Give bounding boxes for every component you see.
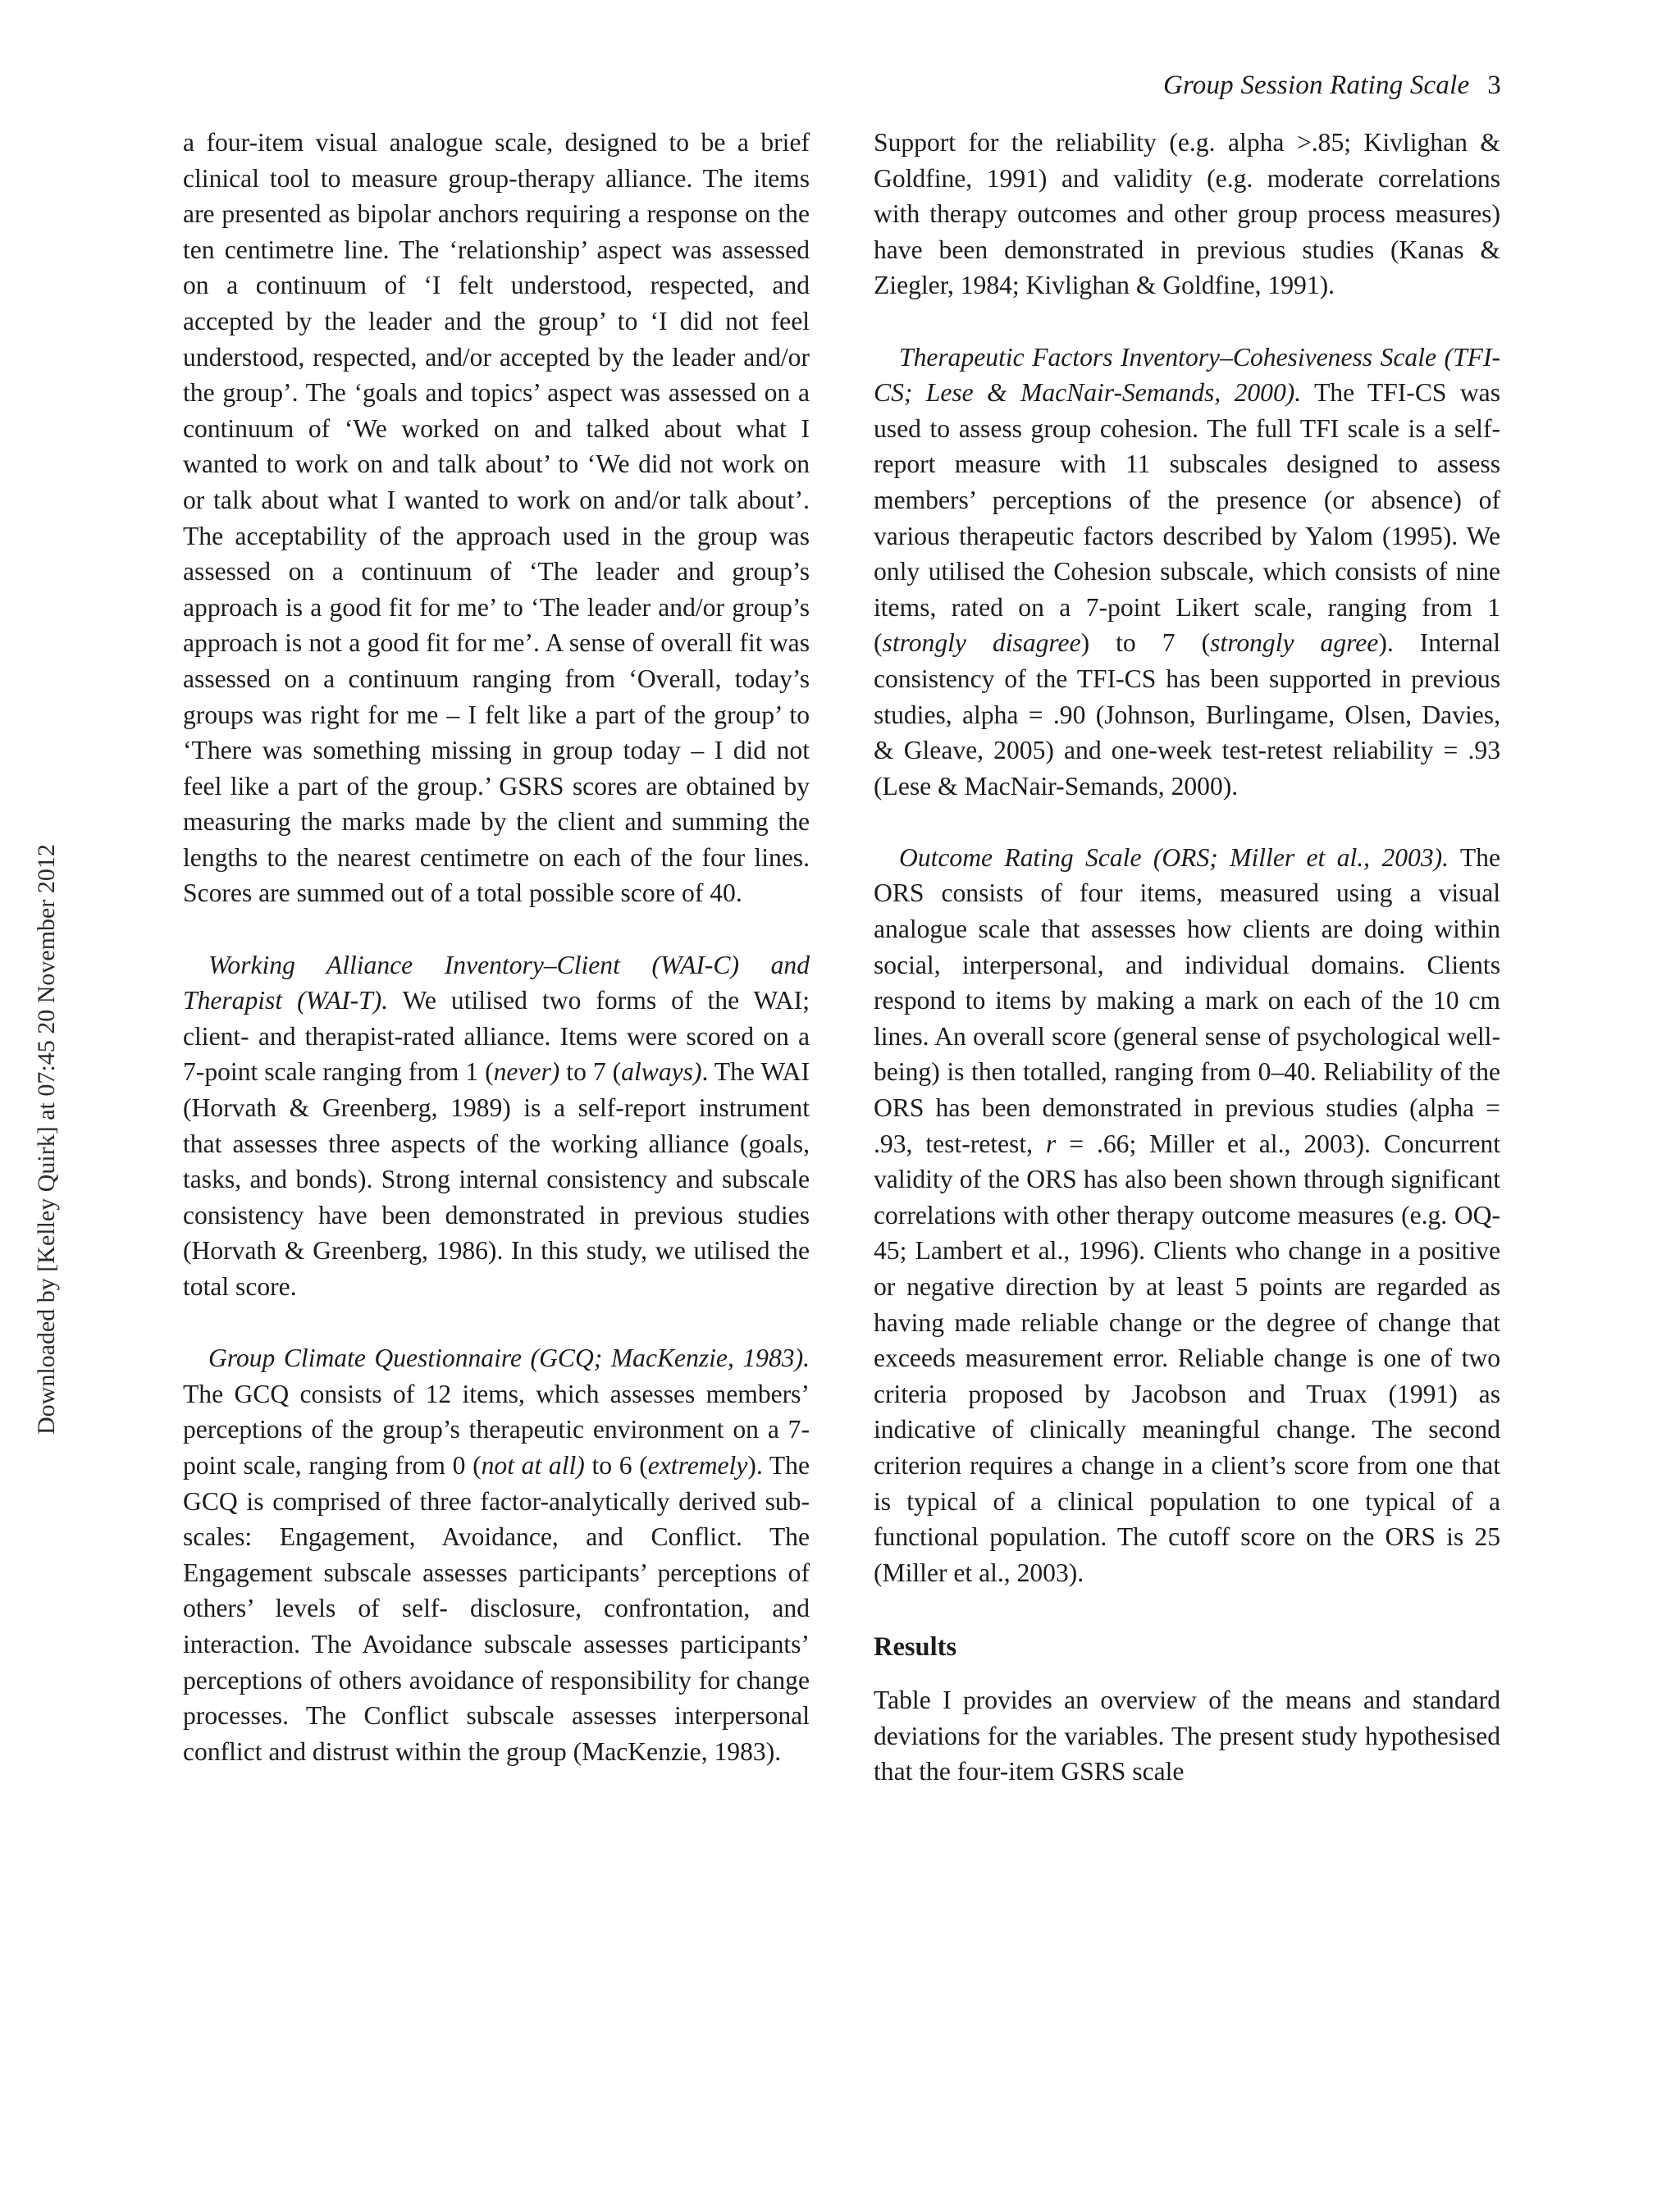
- tfi-text-a: The TFI-CS was used to assess group cohesion. The full TFI scale is a self-report measure with 11 subscales designed to assess members’ perceptions of the presence (or absence) of various therapeutic factors described by Yalom (1995). We only utilised the Cohesion subscale, which consists of nine items, rated on a 7-point Likert scale, ranging from 1 (: [874, 378, 1500, 658]
- gcq-heading: Group Climate Questionnaire (GCQ; MacKenzie, 1983).: [208, 1344, 810, 1373]
- tfi-heading: Therapeutic Factors Inventory–Cohesiveness Scale (TFI-CS; Lese & MacNair-Semands, 2000).: [874, 342, 1500, 408]
- download-stamp-text: Downloaded by [Kelley Quirk] at 07:45 20 November 2012: [33, 844, 60, 1435]
- left-column: [183, 125, 810, 1769]
- wai-never: never): [493, 1057, 560, 1087]
- ors-paragraph: [874, 840, 1500, 1590]
- wai-paragraph: [183, 947, 810, 1305]
- running-title: Group Session Rating Scale: [1162, 71, 1470, 100]
- ors-text-b: = .66; Miller et al., 2003). Concurrent validity of the ORS has also been shown through significant correlations with other therapy outcome measures (e.g. OQ-45; Lambert et al., 1996). Clients who change in a positive or negative direction by at least 5 points are regarded as having made reliable change or the degree of change that exceeds measurement error. Reliable change is one of two criteria proposed by Jacobson and Truax (1991) as indicative of clinically meaningful change. The second criterion requires a change in a client’s score from one that is typical of a clinical population to one typical of a functional population. The cutoff score on the ORS is 25 (Miller et al., 2003).: [874, 1129, 1500, 1587]
- wai-heading: Working Alliance Inventory–Client (WAI-C) and Therapist (WAI-T).: [183, 950, 810, 1015]
- gcq-text-a: The GCQ consists of 12 items, which assesses members’ perceptions of the group’s therapeutic environment on a 7-point scale, ranging from 0 (: [183, 1379, 810, 1480]
- ors-heading: Outcome Rating Scale (ORS; Miller et al., 2003).: [899, 842, 1449, 872]
- ors-r: r: [1045, 1129, 1057, 1158]
- gcq-text-c: ). The GCQ is comprised of three factor-analytically derived subscales: Engagement, Avoidance, and Conflict. The Engagement subscale assesses participants’ perceptions of others’ levels of self- disclosure, confrontation, and interaction. The Avoidance subscale assesses participants’ perceptions of others avoidance of responsibility for change processes. The Conflict subscale assesses interpersonal conflict and distrust within the group (MacKenzie, 1983).: [183, 1450, 810, 1766]
- gcq-support-paragraph: Support for the reliability (e.g. alpha >.85; Kivlighan & Goldfine, 1991) and validity (e.g. moderate correlations with therapy outcomes and other group process measures) have been demonstrated in previous studies (Kanas & Ziegler, 1984; Kivlighan & Goldfine, 1991).: [874, 128, 1500, 300]
- gcq-text-b: to 6 (: [584, 1450, 648, 1480]
- ors-text-a: The ORS consists of four items, measured using a visual analogue scale that assesses how clients are doing within social, interpersonal, and individual domains. Clients respond to items by making a mark on each of the 10 cm lines. An overall score (general sense of psychological well-being) is then totalled, ranging from 0–40. Reliability of the ORS has been demonstrated in previous studies (alpha = .93, test-retest,: [874, 842, 1501, 1158]
- tfi-paragraph: [874, 340, 1500, 805]
- running-head: [1163, 71, 1501, 101]
- tfi-strongly-disagree: strongly disagree: [882, 628, 1081, 658]
- gcq-paragraph: [183, 1340, 810, 1769]
- wai-text-c: . The WAI (Horvath & Greenberg, 1989) is a self-report instrument that assesses three aspects of the working alliance (goals, tasks, and bonds). Strong internal consistency and subscale consistency have been demonstrated in previous studies (Horvath & Greenberg, 1986). In this study, we utilised the total score.: [183, 1057, 810, 1301]
- wai-text-b: to 7 (: [559, 1057, 622, 1087]
- right-column: [874, 125, 1500, 1790]
- results-heading: Results: [874, 1631, 957, 1662]
- tfi-strongly-agree: strongly agree: [1210, 628, 1379, 658]
- wai-always: always): [621, 1057, 702, 1087]
- page-number: 3: [1487, 71, 1501, 100]
- tfi-text-b: ) to 7 (: [1080, 628, 1211, 658]
- gcq-extremely: extremely: [647, 1450, 748, 1480]
- gsrs-description-paragraph: a four-item visual analogue scale, designed to be a brief clinical tool to measure group-therapy alliance. The items are presented as bipolar anchors requiring a response on the ten centimetre line. The ‘relationship’ aspect was assessed on a continuum of ‘I felt understood, respected, and accepted by the leader and the group’ to ‘I did not feel understood, respected, and/or accepted by the leader and/or the group’. The ‘goals and topics’ aspect was assessed on a continuum of ‘We worked on and talked about what I wanted to work on and talk about’ to ‘We did not work on or talk about what I wanted to work on and/or talk about’. The acceptability of the approach used in the group was assessed on a continuum of ‘The leader and group’s approach is a good fit for me’ to ‘The leader and/or group’s approach is not a good fit for me’. A sense of overall fit was assessed on a continuum ranging from ‘Overall, today’s groups was right for me – I felt like a part of the group’ to ‘There was something missing in group today – I did not feel like a part of the group.’ GSRS scores are obtained by measuring the marks made by the client and summing the lengths to the nearest centimetre on each of the four lines. Scores are summed out of a total possible score of 40.: [183, 128, 810, 908]
- results-paragraph: Table I provides an overview of the means and standard deviations for the variables. The present study hypothesised that the four-item GSRS scale: [874, 1685, 1500, 1786]
- wai-text-a: We utilised two forms of the WAI; client- and therapist-rated alliance. Items were scored on a 7-point scale ranging from 1 (: [183, 986, 810, 1087]
- tfi-text-c: ). Internal consistency of the TFI-CS has been supported in previous studies, alpha = .90 (Johnson, Burlingame, Olsen, Davies, & Gleave, 2005) and one-week test-retest reliability = .93 (Lese & MacNair-Semands, 2000).: [874, 628, 1501, 801]
- gcq-not-at-all: not at all): [481, 1450, 585, 1480]
